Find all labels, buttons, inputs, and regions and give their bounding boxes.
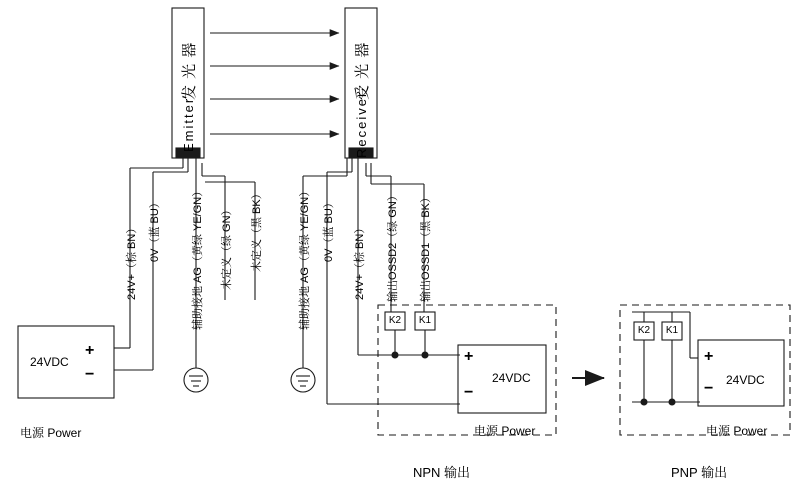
pnp-section-title: PNP 输出 xyxy=(671,465,728,480)
npn-section-title: NPN 输出 xyxy=(413,465,471,480)
power-supply-2-value: 24VDC xyxy=(492,371,531,385)
relay-label-k1-npn: K1 xyxy=(418,315,432,326)
emitter-label-cn: 发 光 器 xyxy=(181,41,198,100)
receiver-wire-label-24v: 24V+（棕 BN） xyxy=(354,222,366,300)
power-supply-3-caption: 电源 Power xyxy=(706,424,768,438)
emitter-wire-label-undef-green: 未定义（绿 GN） xyxy=(221,204,233,290)
receiver-wire-label-ossd2: 输出OSSD2（绿 GN） xyxy=(387,190,399,302)
emitter-wire-label-undef-black: 未定义（黑 BK） xyxy=(251,188,263,272)
power-supply-2-minus: − xyxy=(464,384,474,401)
relay-label-k1-pnp: K1 xyxy=(665,325,679,336)
power-supply-1-caption: 电源 Power xyxy=(20,426,82,440)
relay-label-k2-npn: K2 xyxy=(388,315,402,326)
receiver-wire-label-0v: 0V（蓝 BU） xyxy=(323,197,335,262)
relay-label-k2-pnp: K2 xyxy=(637,325,651,336)
power-supply-2-caption: 电源 Power xyxy=(474,424,536,438)
emitter-wire-label-24v: 24V+（棕 BN） xyxy=(126,222,138,300)
receiver-wire-label-ossd1: 输出OSSD1（黑 BK） xyxy=(420,191,432,302)
power-supply-1-minus: − xyxy=(85,366,95,383)
emitter-wire-label-ag: 辅助接地 AG（黄绿 YE/GN） xyxy=(192,185,204,330)
power-supply-3-minus: − xyxy=(704,380,714,397)
power-supply-1-value: 24VDC xyxy=(30,355,69,369)
receiver-wire-label-ag: 辅助接地 AG（黄绿 YE/GN） xyxy=(299,185,311,330)
receiver-label-en: Receiver xyxy=(354,90,369,158)
power-supply-1-plus: + xyxy=(85,342,95,359)
emitter-wire-label-0v: 0V（蓝 BU） xyxy=(149,197,161,262)
power-supply-3-plus: + xyxy=(704,348,714,365)
emitter-label-en: Emitter xyxy=(181,96,196,152)
receiver-label-cn: 受 光 器 xyxy=(354,41,371,100)
power-supply-3-value: 24VDC xyxy=(726,373,765,387)
power-supply-2-plus: + xyxy=(464,348,474,365)
